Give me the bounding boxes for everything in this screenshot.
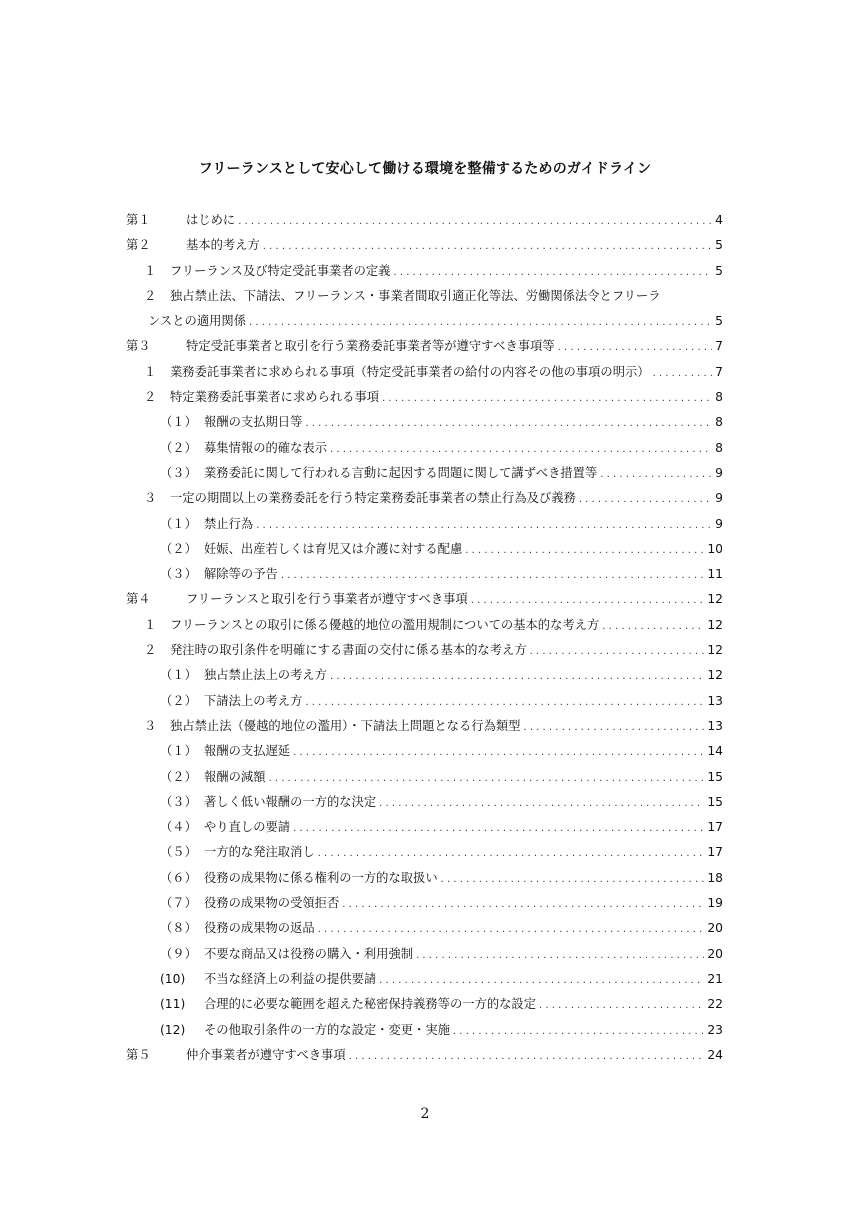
toc-entry[interactable] — [126, 866, 723, 891]
toc-entry[interactable] — [126, 259, 723, 284]
toc-entry-title: 解除等の予告 — [204, 567, 278, 582]
dot-leader — [293, 740, 704, 765]
toc-entry-number: （９） — [160, 946, 197, 961]
toc-entry-page: 7 — [715, 364, 723, 379]
toc-entry-page: 15 — [707, 769, 723, 784]
dot-leader — [471, 588, 705, 613]
toc-entry[interactable] — [126, 992, 723, 1017]
dot-leader — [249, 310, 712, 335]
toc-entry-page: 19 — [707, 896, 723, 911]
toc-entry-page: 8 — [715, 440, 723, 455]
toc-entry[interactable] — [126, 233, 723, 258]
toc-entry[interactable] — [126, 410, 723, 435]
toc-entry-title: 仲介事業者が遵守すべき事項 — [186, 1047, 346, 1062]
toc-entry-title: 報酬の減額 — [204, 769, 266, 784]
toc-entry-title: 禁止行為 — [204, 516, 254, 531]
toc-entry-title: 特定受託事業者と取引を行う業務委託事業者等が遵守すべき事項等 — [186, 339, 555, 354]
toc-entry-number: （８） — [160, 921, 197, 936]
toc-entry-title-continued: ンスとの適用関係 — [148, 314, 247, 329]
toc-entry-number: （３） — [160, 794, 197, 809]
toc-entry-number: ３ — [144, 718, 157, 733]
dot-leader — [602, 614, 704, 639]
dot-leader — [263, 234, 712, 259]
toc-entry-number: （５） — [160, 845, 197, 860]
dot-leader — [349, 1044, 705, 1069]
toc-entry-number: （６） — [160, 870, 197, 885]
toc-entry-title: 報酬の支払遅延 — [204, 744, 291, 759]
dot-leader — [256, 513, 712, 538]
toc-entry-title: フリーランスとの取引に係る優越的地位の濫用規制についての基本的な考え方 — [170, 617, 600, 632]
toc-entry-title: 下請法上の考え方 — [204, 693, 303, 708]
toc-entry-number: （１） — [160, 744, 197, 759]
toc-entry-title: 独占禁止法（優越的地位の濫用）・下請法上問題となる行為類型 — [170, 718, 521, 733]
toc-entry-title: 役務の成果物に係る権利の一方的な取扱い — [204, 870, 438, 885]
dot-leader — [653, 361, 712, 386]
toc-entry-page: 7 — [715, 339, 723, 354]
toc-entry-number: ３ — [144, 491, 157, 506]
toc-entry[interactable] — [126, 967, 723, 992]
toc-entry-title: フリーランス及び特定受託事業者の定義 — [170, 263, 391, 278]
toc-entry-page: 20 — [707, 921, 723, 936]
toc-entry-continuation — [126, 309, 723, 334]
toc-entry-title: 役務の成果物の返品 — [204, 921, 315, 936]
dot-leader — [293, 816, 704, 841]
toc-entry-number: 第４ — [126, 592, 151, 607]
toc-entry[interactable] — [126, 562, 723, 587]
toc-entry-number: １ — [144, 617, 157, 632]
toc-entry-page: 10 — [707, 541, 723, 556]
toc-entry[interactable] — [126, 891, 723, 916]
toc-entry-title: 一方的な発注取消し — [204, 845, 315, 860]
toc-entry-number: （２） — [160, 769, 197, 784]
toc-entry[interactable] — [126, 334, 723, 359]
toc-entry-title: 報酬の支払期日等 — [204, 415, 303, 430]
dot-leader — [539, 993, 704, 1018]
toc-entry-page: 12 — [707, 668, 723, 683]
toc-entry-number: （３） — [160, 567, 197, 582]
toc-entry-page: 5 — [715, 238, 723, 253]
dot-leader — [281, 563, 705, 588]
dot-leader — [379, 791, 704, 816]
toc-entry-number: (11) — [160, 997, 186, 1012]
toc-entry-number: ２ — [144, 390, 157, 405]
toc-entry-page: 17 — [707, 820, 723, 835]
toc-entry-title: フリーランスと取引を行う事業者が遵守すべき事項 — [186, 592, 468, 607]
dot-leader — [530, 639, 705, 664]
dot-leader — [416, 943, 704, 968]
toc-entry-title: 役務の成果物の受領拒否 — [204, 896, 340, 911]
toc-entry-title: 一定の期間以上の業務委託を行う特定業務委託事業者の禁止行為及び義務 — [170, 491, 576, 506]
toc-entry-page: 12 — [707, 592, 723, 607]
toc-entry-title: 不要な商品又は役務の購入・利用強制 — [204, 946, 414, 961]
toc-entry-page: 5 — [715, 263, 723, 278]
toc-entry-title: 特定業務委託事業者に求められる事項 — [170, 390, 380, 405]
dot-leader — [269, 766, 705, 791]
toc-entry[interactable] — [126, 360, 723, 385]
toc-entry-title: その他取引条件の一方的な設定・変更・実施 — [204, 1022, 450, 1037]
toc-entry-number: 第１ — [126, 213, 151, 227]
toc-entry-number: （７） — [160, 896, 197, 911]
toc-entry-number: 第２ — [126, 238, 151, 253]
dot-leader — [558, 335, 712, 360]
toc-entry[interactable] — [126, 815, 723, 840]
toc-entry[interactable] — [126, 537, 723, 562]
toc-entry-title: 妊娠、出産若しくは育児又は介護に対する配慮 — [204, 541, 463, 556]
toc-entry-title: はじめに — [186, 213, 236, 227]
toc-entry-number: １ — [144, 364, 157, 379]
toc-entry-page: 14 — [707, 744, 723, 759]
toc-entry-page: 11 — [707, 567, 723, 582]
toc-entry-page: 5 — [715, 314, 723, 329]
toc-entry[interactable] — [126, 385, 723, 410]
toc-entry-page: 21 — [707, 971, 723, 986]
dot-leader — [330, 664, 704, 689]
toc-entry[interactable] — [126, 208, 723, 233]
toc-entry-title: 合理的に必要な範囲を超えた秘密保持義務等の一方的な設定 — [204, 997, 537, 1012]
toc-entry[interactable] — [126, 739, 723, 764]
toc-entry[interactable] — [126, 689, 723, 714]
dot-leader — [305, 411, 712, 436]
toc-entry-page: 8 — [715, 415, 723, 430]
toc-entry[interactable] — [126, 461, 723, 486]
toc-entry-number: （４） — [160, 820, 197, 835]
toc-entry-page: 17 — [707, 845, 723, 860]
dot-leader — [330, 437, 712, 462]
toc-entry-title: 著しく低い報酬の一方的な決定 — [204, 794, 377, 809]
document-title: フリーランスとして安心して働ける環境を整備するためのガイドライン — [198, 161, 652, 177]
toc-entry-number: （２） — [160, 541, 197, 556]
toc-entry-number: （１） — [160, 516, 197, 531]
toc-entry-page: 9 — [715, 516, 723, 531]
toc-entry-page: 4 — [715, 213, 723, 227]
toc-entry-number: （２） — [160, 440, 197, 455]
toc-entry[interactable] — [126, 486, 723, 511]
toc-entry[interactable] — [126, 1018, 723, 1043]
toc-entry-title: 募集情報の的確な表示 — [204, 440, 327, 455]
toc-entry[interactable] — [126, 512, 723, 537]
toc-entry[interactable] — [126, 638, 723, 663]
dot-leader — [318, 917, 705, 942]
toc-entry[interactable] — [126, 663, 723, 688]
dot-leader — [393, 260, 712, 285]
toc-entry-title: 独占禁止法上の考え方 — [204, 668, 327, 683]
toc-entry-number: （１） — [160, 668, 197, 683]
dot-leader — [600, 462, 712, 487]
toc-entry-page: 24 — [707, 1047, 723, 1062]
dot-leader — [238, 209, 712, 234]
toc-entry-number: ２ — [144, 288, 157, 303]
toc-entry-number: （１） — [160, 415, 197, 430]
dot-leader — [465, 538, 704, 563]
toc-entry[interactable] — [126, 942, 723, 967]
toc-entry-title: 業務委託に関して行われる言動に起因する問題に関して講ずべき措置等 — [204, 465, 598, 480]
page-number: 2 — [420, 1106, 430, 1122]
toc-entry-title: 基本的考え方 — [186, 238, 260, 253]
toc-entry[interactable] — [126, 714, 723, 739]
toc-entry-title: 業務委託事業者に求められる事項（特定受託事業者の給付の内容その他の事項の明示） — [170, 364, 650, 379]
toc-entry-number: ２ — [144, 643, 157, 658]
dot-leader — [441, 867, 705, 892]
toc-entry-title: 独占禁止法、下請法、フリーランス・事業者間取引適正化等法、労働関係法令とフリーラ — [170, 288, 661, 303]
dot-leader — [579, 487, 712, 512]
toc-entry[interactable] — [126, 840, 723, 865]
toc-entry-page: 9 — [715, 491, 723, 506]
toc-entry-number: １ — [144, 263, 157, 278]
dot-leader — [523, 715, 704, 740]
dot-leader — [342, 892, 704, 917]
toc-entry-number: 第５ — [126, 1047, 151, 1062]
toc-entry[interactable] — [126, 1043, 723, 1068]
toc-entry-page: 8 — [715, 390, 723, 405]
toc-entry[interactable] — [126, 587, 723, 612]
toc-entry-page: 18 — [707, 870, 723, 885]
dot-leader — [305, 690, 704, 715]
toc-entry-page: 15 — [707, 794, 723, 809]
toc-entry-page: 12 — [707, 643, 723, 658]
toc-entry[interactable] — [126, 436, 723, 461]
toc-entry-page: 23 — [707, 1022, 723, 1037]
dot-leader — [379, 968, 704, 993]
toc-entry-number: (12) — [160, 1022, 186, 1037]
toc-entry[interactable] — [126, 790, 723, 815]
dot-leader — [453, 1019, 704, 1044]
toc-entry-title: やり直しの要請 — [204, 820, 291, 835]
toc-entry-page: 13 — [707, 718, 723, 733]
toc-entry[interactable] — [126, 613, 723, 638]
toc-entry-page: 12 — [707, 617, 723, 632]
toc-entry-title: 不当な経済上の利益の提供要請 — [204, 971, 377, 986]
toc-entry-page: 13 — [707, 693, 723, 708]
toc-entry[interactable] — [126, 916, 723, 941]
toc-entry-number: (10) — [160, 971, 186, 986]
toc-entry[interactable] — [126, 765, 723, 790]
dot-leader — [318, 841, 705, 866]
toc-entry-page: 22 — [707, 997, 723, 1012]
toc-entry-number: 第３ — [126, 339, 151, 354]
toc-entry[interactable] — [126, 284, 723, 309]
dot-leader — [382, 386, 712, 411]
table-of-contents — [126, 208, 723, 1068]
toc-entry-title: 発注時の取引条件を明確にする書面の交付に係る基本的な考え方 — [170, 643, 527, 658]
toc-entry-page: 9 — [715, 465, 723, 480]
toc-entry-page: 20 — [707, 946, 723, 961]
toc-entry-number: （２） — [160, 693, 197, 708]
toc-entry-number: （３） — [160, 465, 197, 480]
